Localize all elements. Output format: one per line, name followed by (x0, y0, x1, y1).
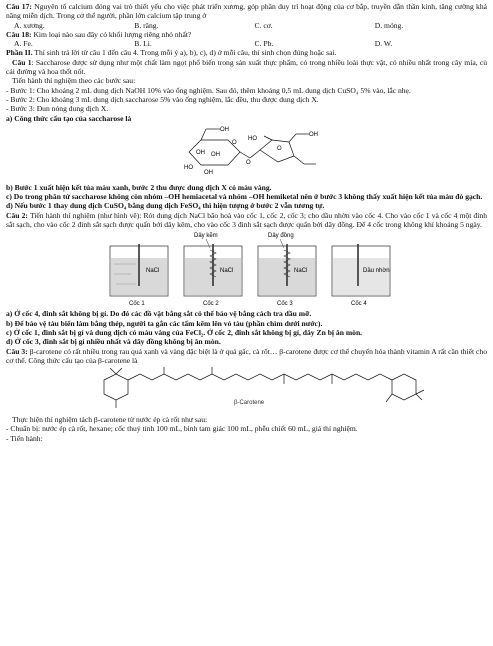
atom-label: O (246, 159, 251, 166)
c2-a: a) Ở cốc 4, đinh sắt không bị gỉ. Do đó các đồ vật bằng sắt có thể bảo vệ bằng cách tra dầu mỡ. (6, 309, 312, 319)
option-c[interactable]: C. Pb. (254, 39, 274, 49)
c1-d: d) Nếu bước 1 thay dung dịch CuSO₄ bằng dung dịch FeSO₄ thì hiện tượng ở bước 2 vẫn tương tự. (6, 201, 325, 211)
c3-prep: - Chuẩn bị: nước ép cà rốt, hexane; cốc thuỷ tinh 100 mL, bình tam giác 100 mL, phễu chiết 60 mL, giá thí nghiệm. (6, 424, 358, 434)
c2-c: c) Ở cốc 1, đinh sắt bị gỉ và dung dịch có màu vàng của FeCl₂. Ở cốc 2, đinh sắt không bị gỉ, dây Zn bị ăn mòn. (6, 327, 363, 337)
part-2-heading (6, 48, 487, 57)
question-label: Câu 17: (6, 2, 32, 11)
liquid-label: NaCl (294, 268, 308, 275)
c1-intro (6, 58, 487, 77)
atom-label: HO (184, 164, 193, 171)
zinc-wire-label: Dây kẽm (194, 233, 218, 240)
beaker-4 (332, 244, 390, 296)
question-text: Nguyên tố calcium đóng vai trò thiết yếu cho việc phát triển xương, góp phần duy trì hoạt động của cơ bắp, truyền dẫn thần kinh, tăng cường khả năng miễn dịch. Trong cơ thể người, phần lớn calcium tập trung ở (6, 2, 487, 21)
atom-label: OH (211, 151, 220, 158)
c1-b: b) Bước 1 xuất hiện kết tủa màu xanh, bước 2 thu được dung dịch X có màu vàng. (6, 182, 272, 192)
c3-intro (6, 347, 487, 366)
c3-exp: Thực hiện thí nghiệm tách β-carotene từ nước ép cà rốt như sau: (12, 415, 208, 425)
saccharose-diagram (6, 124, 487, 182)
atom-label: HO (248, 135, 257, 142)
option-b[interactable]: B. Li. (134, 39, 152, 49)
answer-options-18 (6, 39, 487, 48)
beaker-2 (184, 244, 242, 296)
document-page (6, 2, 487, 443)
beta-carotene-diagram (6, 366, 487, 414)
atom-label: O (277, 145, 282, 152)
beaker-1 (110, 244, 168, 296)
question-18 (6, 30, 487, 39)
atom-label: OH (204, 169, 213, 176)
beakers-diagram (6, 230, 487, 308)
atom-label: O (232, 139, 237, 146)
cup-label: Cốc 3 (277, 301, 293, 308)
part-label: Phần II. (6, 48, 33, 58)
option-a[interactable]: A. Fe. (14, 39, 33, 49)
c1-a: a) Công thức cấu tạo của saccharose là (6, 113, 132, 123)
c1-step1: - Bước 1: Cho khoảng 2 mL dung dịch NaOH 10% vào ống nghiệm. Sau đó, thêm khoảng 0,5 mL dung dịch CuSO₄ 5% vào, lắc nhẹ. (6, 85, 411, 95)
question-label: Câu 18: (6, 29, 32, 39)
c2-intro (6, 211, 487, 230)
liquid-label: NaCl (146, 268, 160, 275)
option-d[interactable]: D. móng. (374, 20, 404, 30)
question-text: β-carotene có rất nhiều trong rau quả xanh và vàng đặc biệt là ở quả gấc, cà rốt… β-carotene được cơ thể chuyển hóa thành vitamin A rất cần thiết cho cơ thể. Công thức cấu tạo của β-carotene là (6, 346, 487, 365)
saccharose-structure (6, 124, 487, 182)
cup-label: Cốc 1 (129, 301, 145, 308)
atom-label: OH (196, 149, 205, 156)
option-a[interactable]: A. xương. (14, 20, 45, 30)
molecule-label: β-Carotene (234, 400, 265, 407)
c3-steps: - Tiến hành: (6, 433, 43, 443)
c1-step2: - Bước 2: Cho khoảng 3 mL dung dịch saccharose 5% vào ống nghiệm, lắc đều, thu được dung dịch X. (6, 94, 319, 104)
beakers-figure (6, 230, 487, 308)
beaker-3 (258, 244, 316, 296)
part-instructions: Thí sinh trả lời từ câu 1 đến câu 4. Trong mỗi ý a), b), c), d) ở mỗi câu, thí sinh chọn đúng hoặc sai. (34, 48, 337, 58)
option-c[interactable]: C. cơ. (254, 20, 273, 30)
liquid-label: NaCl (220, 268, 234, 275)
atom-label: OH (309, 131, 318, 138)
c1-c: c) Do trong phân tử saccharose không còn nhóm –OH hemiacetal và nhóm –OH hemiketal nên ở bước 3 không thấy xuất hiện kết tủa màu đỏ gạch. (6, 192, 483, 202)
c2-b: b) Để bảo vệ tàu biển làm bằng thép, người ta gắn các tấm kẽm lên vỏ tàu (phần chìm dưới nước). (6, 318, 323, 328)
question-text: Kim loại nào sau đây có khối lượng riêng nhỏ nhất? (33, 29, 192, 39)
copper-wire-label: Dây đồng (268, 233, 294, 240)
cup-label: Cốc 2 (203, 301, 219, 308)
option-b[interactable]: B. răng. (134, 20, 159, 30)
c1-exp: Tiến hành thí nghiệm theo các bước sau: (12, 76, 136, 86)
beta-carotene-structure (6, 366, 487, 414)
answer-options-17 (6, 21, 487, 30)
question-text: : Saccharose được sử dụng như một chất làm ngọt phổ biến trong sản xuất thực phẩm, có trong nhiều loài thực vật, có nhiều nhất trong cây mía, củ cải đường và hoa thốt nốt. (6, 57, 487, 77)
c1-step3: - Bước 3: Đun nóng dung dịch X. (6, 104, 109, 114)
option-d[interactable]: D. W. (374, 39, 393, 49)
question-label: Câu 1 (12, 57, 32, 67)
c2-d: d) Ở cốc 3, đinh sắt bị gỉ nhiều nhất và dây đồng không bị ăn mòn. (6, 337, 221, 347)
question-17 (6, 2, 487, 21)
cup-label: Cốc 4 (351, 301, 367, 308)
question-text: Tiến hành thí nghiệm (như hình vẽ): Rót dung dịch NaCl bão hoà vào cốc 1, cốc 2, cốc 3; cho dầu nhờn vào cốc 4. Cho vào cốc 1 và cốc 4 một đinh sắt sạch, cho vào cốc 2 đinh sắt sạch được quấn bởi dây kẽm, cho vào cốc 3 đinh sắt sạch được quấn bởi dây đồng. Để 4 cốc trong không khí khoảng 5 ngày. (6, 210, 487, 230)
liquid-label: Dầu nhờn (363, 268, 390, 275)
atom-label: OH (220, 126, 229, 133)
question-label: Câu 3: (6, 346, 28, 356)
question-label: Câu 2: (6, 210, 28, 220)
